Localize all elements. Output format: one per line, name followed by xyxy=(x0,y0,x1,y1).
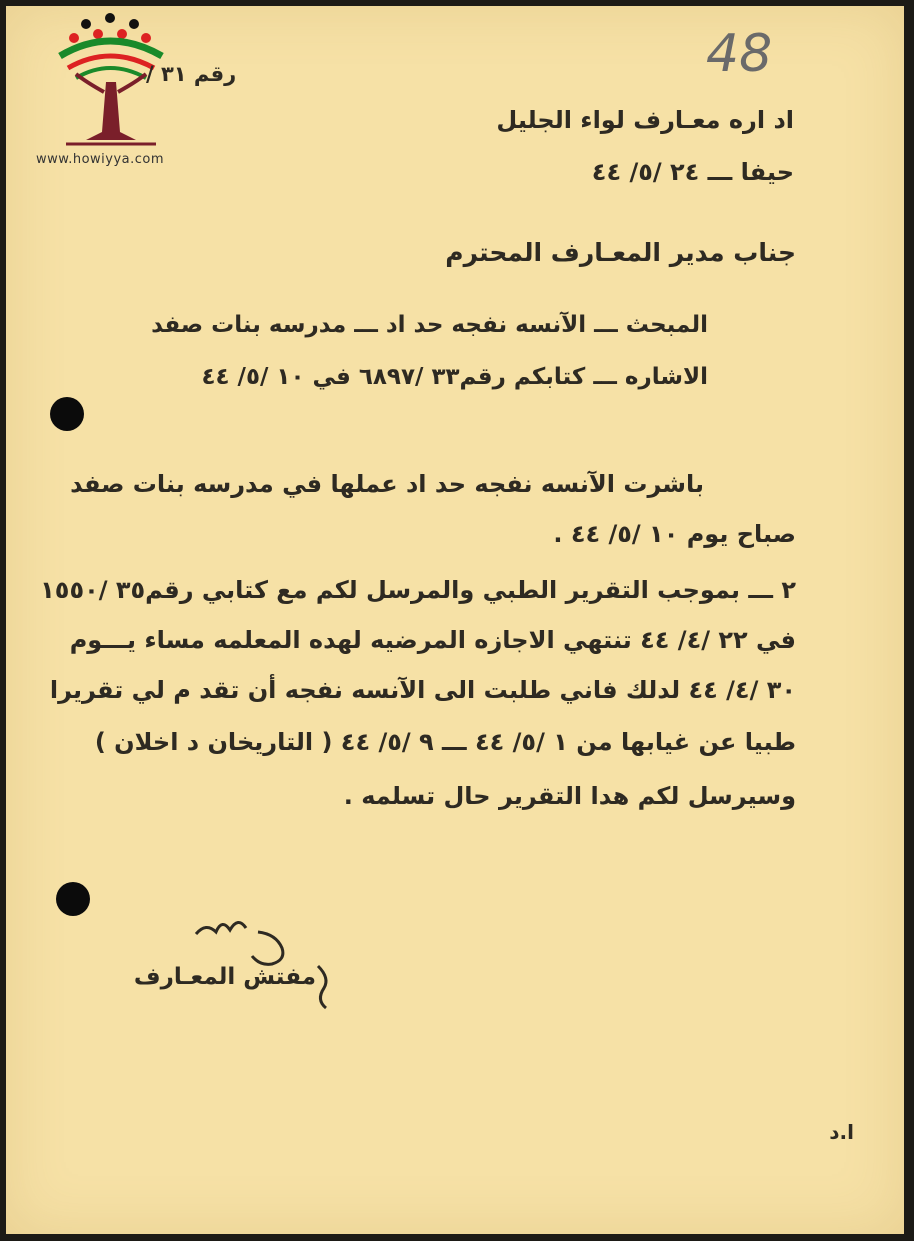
body-line-1: باشرت الآنسه نفجه حد اد عملها في مدرسه بنات صفد xyxy=(70,470,704,498)
body-line-4: في ٢٢ /٤/ ٤٤ تنتهي الاجازه المرضيه لهده المعلمه مساء يـــوم xyxy=(69,626,796,654)
header-office: اد اره معـارف لواء الجليل xyxy=(496,106,794,134)
document-page xyxy=(6,6,904,1234)
body-line-2: صباح يوم ١٠ /٥/ ٤٤ . xyxy=(553,520,796,548)
body-line-6: طبيا عن غيابها من ١ /٥/ ٤٤ ـــ ٩ /٥/ ٤٤ ( التاريخان د اخلان ) xyxy=(94,728,796,756)
punch-hole-bottom xyxy=(56,882,90,916)
reference-number: رقم ٣١ / xyxy=(146,62,237,86)
body-line-5: ٣٠ /٤/ ٤٤ لدلك فاني طلبت الى الآنسه نفجه أن تقد م لي تقريرا xyxy=(49,676,796,704)
subject-line: المبحث ـــ الآنسه نفجه حد اد ـــ مدرسه بنات صفد xyxy=(151,312,708,338)
punch-hole-top xyxy=(50,397,84,431)
footer-initials: ا.د xyxy=(829,1120,854,1144)
page-number: 48 xyxy=(706,24,773,84)
signatory-title: مفتش المعـارف xyxy=(133,964,316,990)
body-line-3: ٢ ـــ بموجب التقرير الطبي والمرسل لكم مع كتابي رقم٣٥ /١٥٥٠ xyxy=(40,576,796,604)
salutation: جناب مدير المعـارف المحترم xyxy=(445,238,796,267)
body-line-7: وسيرسل لكم هدا التقرير حال تسلمه . xyxy=(343,782,796,810)
header-date: حيفا ـــ ٢٤ /٥/ ٤٤ xyxy=(591,158,794,186)
logo-url: www.howiyya.com xyxy=(36,152,165,167)
reference-line: الاشاره ـــ كتابكم رقم٣٣ /٦٨٩٧ في ١٠ /٥/ ٤٤ xyxy=(201,364,708,390)
